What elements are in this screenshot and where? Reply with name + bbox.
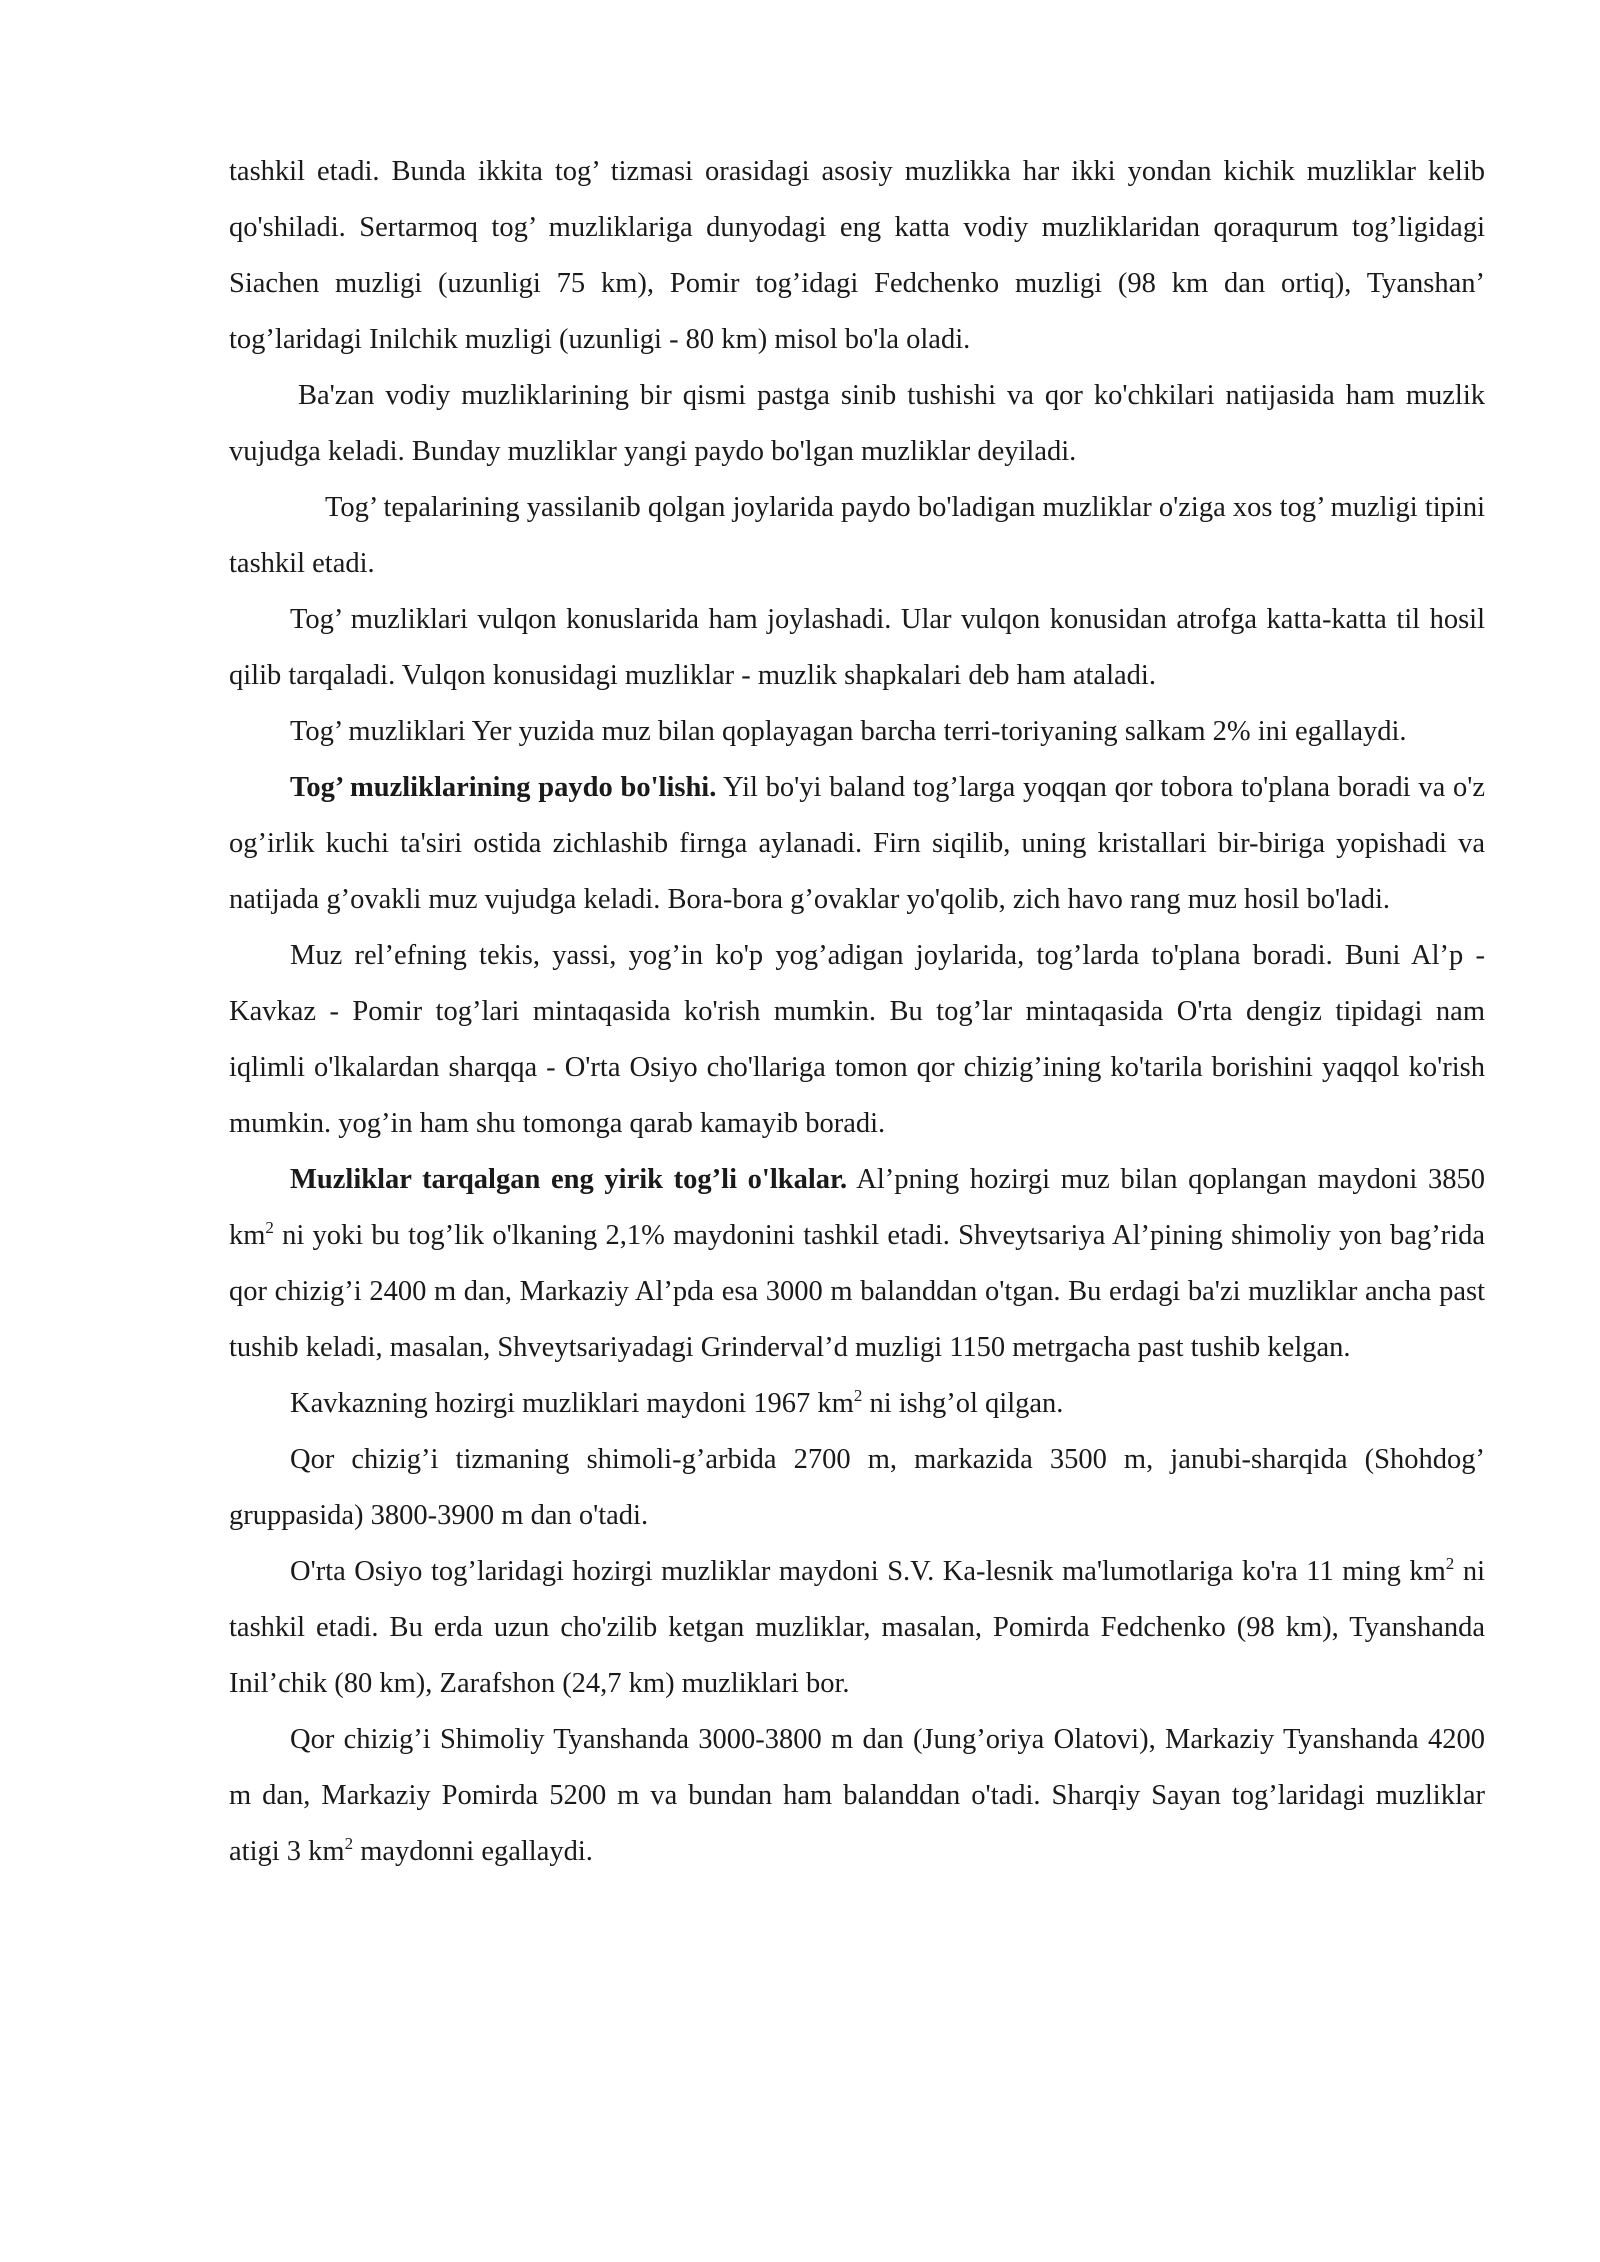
paragraph-5: [229, 704, 1485, 760]
paragraph-text: ni ishg’ol qilgan.: [862, 1388, 1064, 1419]
paragraph-text: maydonni egallaydi.: [353, 1836, 593, 1867]
superscript: 2: [1445, 1554, 1455, 1573]
superscript: 2: [344, 1834, 354, 1853]
paragraph-11: [229, 1544, 1485, 1712]
paragraph-text: Tog’ muzliklari vulqon konuslarida ham joylashadi. Ular vulqon konusidan atrofga katta-katta til hosil qilib tarqaladi. Vulqon konusidagi muzliklar - muzlik shapkalari deb ham ataladi.: [229, 604, 1485, 691]
paragraph-text: Tog’ tepalarining yassilanib qolgan joylarida paydo bo'ladigan muzliklar o'ziga xos tog’ muzligi tipini tashkil etadi.: [229, 492, 1485, 579]
paragraph-7: [229, 928, 1485, 1152]
paragraph-text: O'rta Osiyo tog’laridagi hozirgi muzliklar maydoni S.V. Ka-lesnik ma'lumotlariga ko'ra 11 ming km: [290, 1556, 1446, 1587]
paragraph-text: Ba'zan vodiy muzliklarining bir qismi pastga sinib tushishi va qor ko'chkilari natijasida ham muzlik vujudga keladi. Bunday muzliklar yangi paydo bo'lgan muzliklar deyiladi.: [229, 380, 1485, 467]
document-page: [229, 144, 1485, 1880]
paragraph-2: [229, 368, 1485, 480]
paragraph-text: Muz rel’efning tekis, yassi, yog’in ko'p yog’adigan joylarida, tog’larda to'plana boradi. Buni Al’p - Kavkaz - Pomir tog’lari mintaqasida ko'rish mumkin. Bu tog’lar mintaqasida O'rta dengiz tipidagi nam iqlimli o'lkalardan sharqqa - O'rta Osiyo cho'llariga tomon qor chizig’ining ko'tarila borishini yaqqol ko'rish mumkin. yog’in ham shu tomonga qarab kamayib boradi.: [229, 940, 1485, 1139]
paragraph-9: [229, 1376, 1485, 1432]
paragraph-text: tashkil etadi. Bunda ikkita tog’ tizmasi orasidagi asosiy muzlikka har ikki yondan kichik muzliklar kelib qo'shiladi. Sertarmoq tog’ muzliklariga dunyodagi eng katta vodiy muzliklaridan qoraqurum tog’ligidagi Siachen muzligi (uzunligi 75 km), Pomir tog’idagi Fedchenko muzligi (98 km dan ortiq), Tyanshan’ tog’laridagi Inilchik muzligi (uzunligi - 80 km) misol bo'la oladi.: [229, 156, 1485, 355]
section-heading: Muzliklar tarqalgan eng yirik tog’li o'lkalar.: [290, 1164, 848, 1195]
paragraph-text: ni yoki bu tog’lik o'lkaning 2,1% maydonini tashkil etadi. Shveytsariya Al’pining shimoliy yon bag’rida qor chizig’i 2400 m dan, Markaziy Al’pda esa 3000 m balanddan o'tgan. Bu erdagi ba'zi muzliklar ancha past tushib keladi, masalan, Shveytsariyadagi Grinderval’d muzligi 1150 metrgacha past tushib kelgan.: [229, 1220, 1485, 1363]
paragraph-10: [229, 1432, 1485, 1544]
paragraph-text: Qor chizig’i Shimoliy Tyanshanda 3000-3800 m dan (Jung’oriya Olatovi), Markaziy Tyanshanda 4200 m dan, Markaziy Pomirda 5200 m va bundan ham balanddan o'tadi. Sharqiy Sayan tog’laridagi muzliklar atigi 3 km: [229, 1724, 1485, 1867]
paragraph-3: [229, 480, 1485, 592]
paragraph-8: [229, 1152, 1485, 1376]
paragraph-4: [229, 592, 1485, 704]
paragraph-6: [229, 760, 1485, 928]
paragraph-text: Yil bo'yi baland tog’larga yoqqan qor tobora to'plana boradi va o'z og’irlik kuchi ta'siri ostida zichlashib firnga aylanadi. Firn siqilib, uning kristallari bir-biriga yopishadi va natijada g’ovakli muz vujudga keladi. Bora-bora g’ovaklar yo'qolib, zich havo rang muz hosil bo'ladi.: [229, 772, 1486, 915]
section-heading: Tog’ muzliklarining paydo bo'lishi.: [290, 772, 717, 803]
paragraph-1: [229, 144, 1485, 368]
paragraph-text: Al’pning hozirgi muz bilan qoplangan maydoni 3850 km: [229, 1164, 1485, 1251]
paragraph-text: Qor chizig’i tizmaning shimoli-g’arbida 2700 m, markazida 3500 m, janubi-sharqida (Shohdog’ gruppasida) 3800-3900 m dan o'tadi.: [229, 1444, 1485, 1531]
paragraph-text: Kavkazning hozirgi muzliklari maydoni 1967 km: [290, 1388, 854, 1419]
paragraph-text: ni tashkil etadi. Bu erda uzun cho'zilib ketgan muzliklar, masalan, Pomirda Fedchenko (98 km), Tyanshanda Inil’chik (80 km), Zarafshon (24,7 km) muzliklari bor.: [229, 1556, 1485, 1699]
paragraph-12: [229, 1712, 1485, 1880]
superscript: 2: [853, 1386, 863, 1405]
superscript: 2: [265, 1218, 274, 1237]
paragraph-text: Tog’ muzliklari Yer yuzida muz bilan qoplayagan barcha terri-toriyaning salkam 2% ini egallaydi.: [290, 716, 1407, 747]
